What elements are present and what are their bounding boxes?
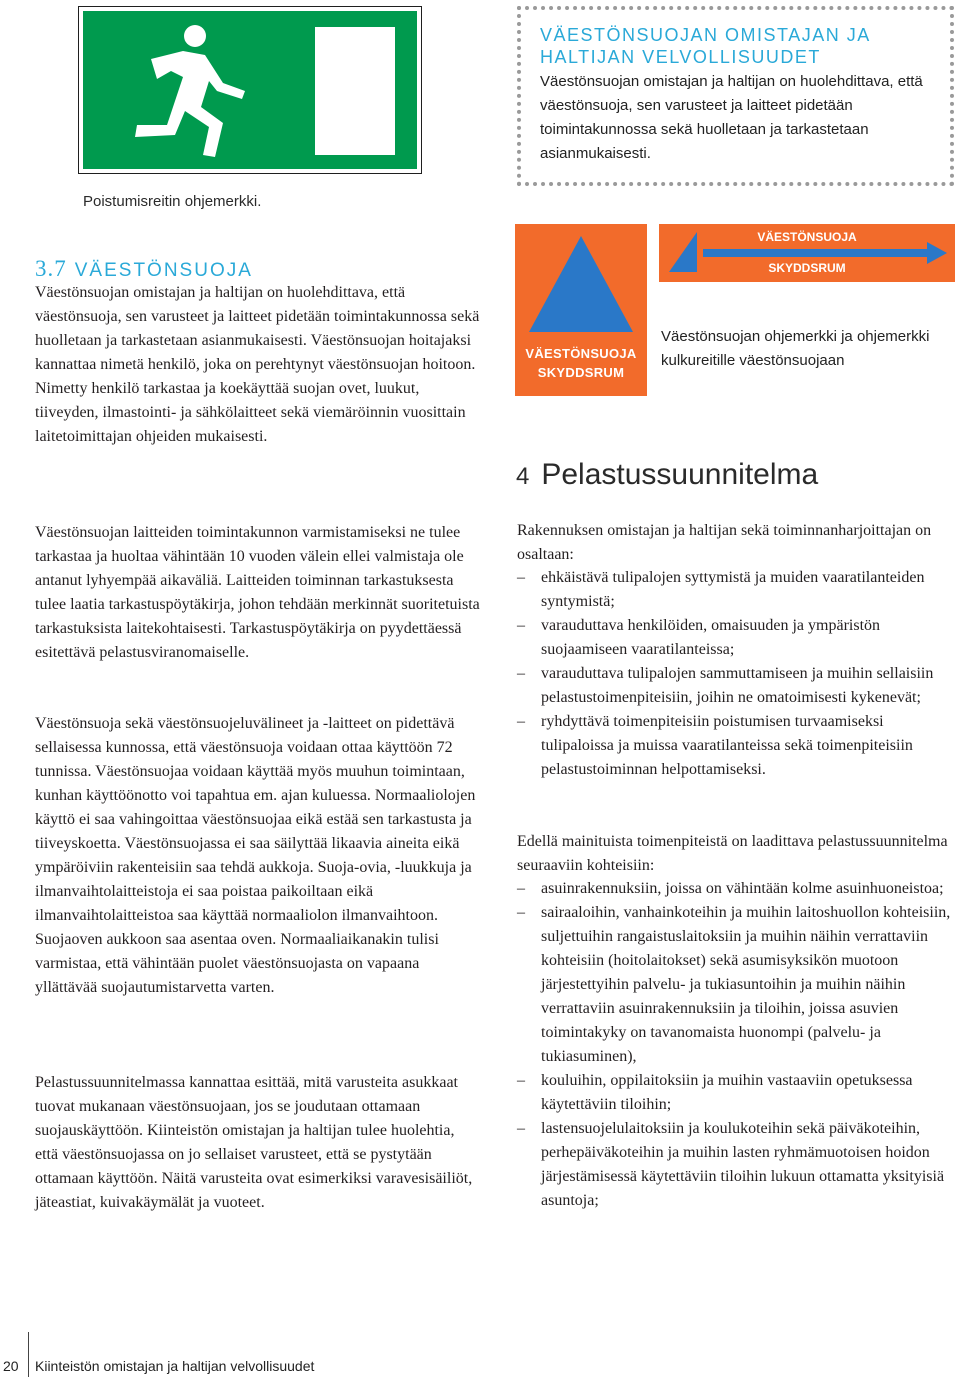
list-item: – asuinrakennuksiin, joissa on vähintään kolme asuinhuoneistoa; bbox=[517, 880, 944, 897]
section-paragraph-3: Väestönsuoja sekä väestönsuojeluvälineet ja -laitteet on pidettävä sellaisessa kunnossa, että väestönsuoja voidaan ottaa käyttöön 72 tunnissa. Väestönsuojaa voidaan käyttää myös muuhun toimintaan, kunhan käyttöönotto voi tapahtua em. ajan kuluessa. Normaaliolojen käyttö ei saa vahingoittaa väestönsuojaa eikä estää sen tarkastusta ja tiiveyskoetta. Väestönsuojassa ei saa säilyttää likaavia aineita eikä ympäröiviin rakenteisiin saa tehdä aukkoja. Suoja-ovia, -luukkuja ja ilmanvaihtolaitteistoja ei saa poistaa paikoiltaan eikä ilmanvaihtolaitteistoa saa käyttää normaaliolon ilmanvaihtoon. Suojaoven aukkoon saa asentaa oven. Normaaliaikanakin tulisi varmistaa, että vähintään puolet väestönsuojasta on vapaana yllättävää suojautumistarvetta varten. bbox=[35, 715, 476, 996]
list-item: – ehkäistävä tulipalojen syttymistä ja muiden vaaratilanteiden syntymistä; bbox=[517, 569, 925, 610]
shelter-sign-line-2: SKYDDSRUM bbox=[537, 365, 625, 380]
targets-list bbox=[517, 877, 957, 1213]
shelter-sign-image bbox=[515, 224, 647, 396]
info-box-body: Väestönsuojan omistajan ja haltijan on huolehdittava, että väestönsuoja, sen varusteet ja laitteet pidetään toimintakunnossa sekä huolletaan ja tarkastetaan asianmukaisesti. bbox=[540, 73, 923, 162]
list-item: – ryhdyttävä toimenpiteisiin poistumisen turvaamiseksi tulipaloissa ja muissa vaaratilanteissa sekä toimenpiteisiin pelastustoiminnan helpottamiseksi. bbox=[517, 713, 913, 778]
section-heading bbox=[35, 256, 253, 282]
shelter-signs-caption: Väestönsuojan ohjemerkki ja ohjemerkki kulkureitille väestönsuojaan bbox=[661, 328, 930, 369]
list-item: – lastensuojelulaitoksiin ja koulukoteihin sekä päiväkoteihin, perhepäiväkoteihin ja muihin lasten ryhmämuotoisen hoidon järjestämisessä käytettäviin tiloihin lukuun ottamatta yksityisiä asuntoja; bbox=[517, 1120, 945, 1209]
chapter-intro-2: Edellä mainituista toimenpiteistä on laadittava pelastussuunnitelma seuraaviin kohteisiin: bbox=[517, 833, 948, 874]
exit-sign-caption: Poistumisreitin ohjemerkki. bbox=[83, 193, 262, 210]
info-box-title: VÄESTÖNSUOJAN OMISTAJAN JA HALTIJAN VELVOLLISUUDET bbox=[540, 25, 870, 67]
section-title: VÄESTÖNSUOJA bbox=[74, 260, 253, 281]
footer-divider bbox=[28, 1332, 29, 1377]
list-item: – varauduttava tulipalojen sammuttamiseen ja muihin sellaisiin pelastustoimenpiteisiin, joihin ne omatoimisesti kykenevät; bbox=[517, 665, 934, 706]
chapter-title: Pelastussuunnitelma bbox=[541, 458, 819, 491]
route-sign-line-1: VÄESTÖNSUOJA bbox=[757, 230, 857, 244]
route-sign-image bbox=[659, 224, 955, 282]
page-number: 20 bbox=[3, 1358, 19, 1374]
duties-list bbox=[517, 566, 957, 782]
footer-title: Kiinteistön omistajan ja haltijan velvollisuudet bbox=[35, 1358, 315, 1374]
section-paragraph-1: Väestönsuojan omistajan ja haltijan on huolehdittava, että väestönsuoja, sen varusteet ja laitteet pidetään toimintakunnossa sekä huolletaan ja tarkastetaan asianmukaisesti. Väestönsuojan hoitajaksi kannattaa nimetä henkilö, joka on perehtynyt väestönsuojan hoitoon. Nimetty henkilö tarkastaa ja koekäyttää suojan ovet, luukut, tiiveyden, ilmastointi- ja sähkölaitteet sekä viemäröinnin vuosittain laitetoimittajan ohjeiden mukaisesti. bbox=[35, 284, 480, 445]
section-paragraph-2: Väestönsuojan laitteiden toimintakunnon varmistamiseksi ne tulee tarkastaa ja huoltaa vähintään 10 vuoden välein ellei valmistaja ole antanut lyhyempää aikaväliä. Laitteiden toiminnan tarkastuksesta tulee laatia tarkastuspöytäkirja, johon tehdään merkinnät suoritetuista tarkastuksista laitekohtaisesti. Tarkastuspöytäkirja on pyydettäessä esitettävä pelastusviranomaiselle. bbox=[35, 524, 480, 661]
list-item: – sairaaloihin, vanhainkoteihin ja muihin laitoshuollon kohteisiin, suljettuihin rangaistuslaitoksiin ja muihin näihin verrattaviin kohteisiin (hoitolaitokset) sekä asumisyksikön muotoon järjestettyihin palvelu- ja tukiasuntoihin ja muihin näihin verrattaviin asuinrakennuksiin ja tiloihin, joissa asuvien toimintakyky on tavanomaista huonompi (palvelu- ja tukiasuminen), bbox=[517, 904, 951, 1065]
exit-sign-image bbox=[78, 6, 422, 174]
section-number: 3.7 bbox=[35, 256, 67, 281]
list-item: – varauduttava henkilöiden, omaisuuden ja ympäristön suojaamiseen vaaratilanteissa; bbox=[517, 617, 881, 658]
running-person-icon bbox=[83, 11, 417, 169]
section-paragraph-4: Pelastussuunnitelmassa kannattaa esittää, mitä varusteita asukkaat tuovat mukanaan väestönsuojaan, jos se joudutaan ottamaan suojauskäyttöön. Kiinteistön omistajan ja haltijan tulee huolehtia, että väestönsuojassa on jo sellaiset varusteet, että se pystytään ottamaan käyttöön. Näitä varusteita ovat esimerkiksi varavesisäiliöt, jäteastiat, kuivakäymälät ja vuoteet. bbox=[35, 1074, 473, 1211]
shelter-sign-line-1: VÄESTÖNSUOJA bbox=[525, 346, 637, 361]
list-item: – kouluihin, oppilaitoksiin ja muihin vastaaviin opetuksessa käytettäviin tiloihin; bbox=[517, 1072, 913, 1113]
route-sign-line-2: SKYDDSRUM bbox=[768, 261, 846, 275]
chapter-number: 4 bbox=[516, 463, 530, 490]
blue-triangle-icon bbox=[515, 224, 647, 344]
chapter-intro-1: Rakennuksen omistajan ja haltijan sekä toiminnanharjoittajan on osaltaan: bbox=[517, 522, 932, 563]
chapter-heading bbox=[516, 458, 818, 492]
